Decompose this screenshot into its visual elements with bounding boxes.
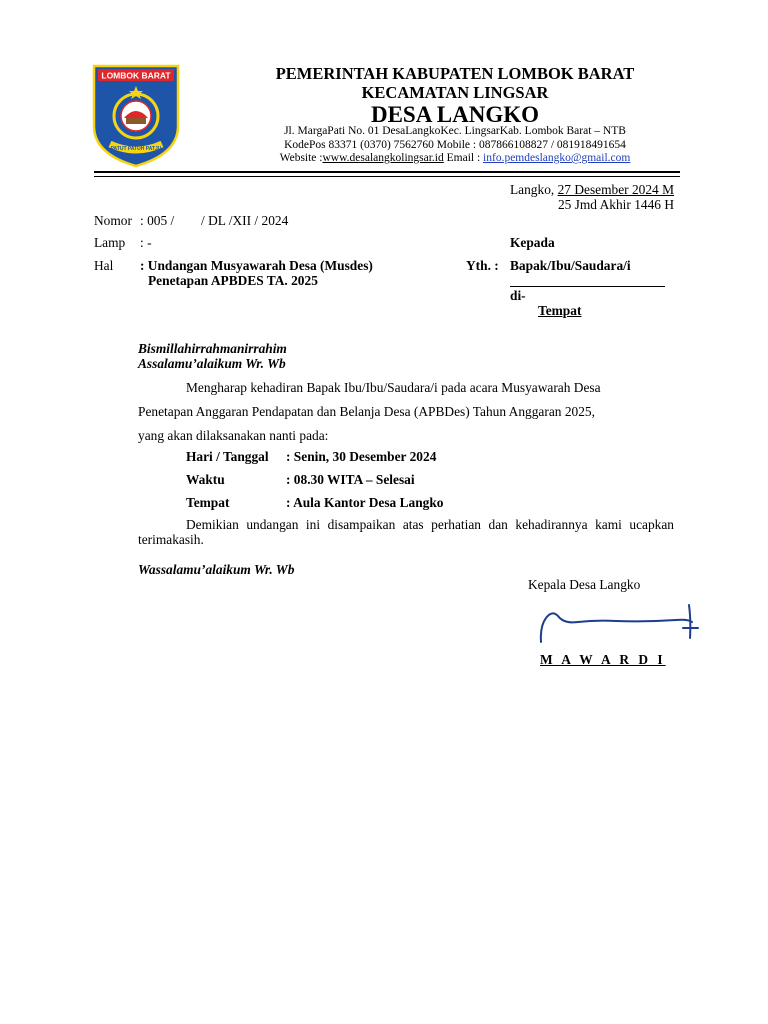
nomor-value: : 005 / / DL /XII / 2024 (140, 213, 289, 228)
logo-motto: PATUT PATUH PATJU (110, 146, 162, 152)
hal-label: Hal (94, 258, 114, 273)
detail-value-tempat: : Aula Kantor Desa Langko (286, 495, 444, 510)
opening-salam: Assalamu’alaikum Wr. Wb (138, 356, 286, 371)
date-gregorian: 27 Desember 2024 M (557, 182, 674, 197)
detail-label-waktu: Waktu (186, 472, 225, 487)
handwritten-signature (536, 600, 700, 648)
detail-value-waktu: : 08.30 WITA – Selesai (286, 472, 415, 487)
kepada-label: Kepada (510, 235, 555, 250)
date-place: Langko, (509, 182, 558, 197)
recipient-underline (510, 286, 665, 287)
date-hijri: 25 Jmd Akhir 1446 H (557, 197, 674, 212)
lombok-barat-logo (92, 64, 180, 168)
body-line-3: yang akan dilaksanakan nanti pada: (138, 428, 329, 443)
hal-line2: Penetapan APBDES TA. 2025 (148, 273, 318, 288)
body-line-1: Mengharap kehadiran Bapak Ibu/Ibu/Saudara/i pada acara Musyawarah Desa (186, 380, 601, 395)
tempat-label: Tempat (538, 303, 582, 318)
lamp-value: : - (140, 235, 152, 250)
kop-web-line (230, 152, 680, 164)
email-link[interactable]: info.pemdeslangko@gmail.com (483, 152, 631, 164)
di-label: di- (510, 288, 526, 303)
hal-line1: : Undangan Musyawarah Desa (Musdes) (140, 258, 373, 273)
yth-label: Yth. : (466, 258, 499, 273)
email-prefix: Email : (443, 152, 484, 164)
letterhead-rule-thick (94, 171, 680, 173)
closing-paragraph: Demikian undangan ini disampaikan atas perhatian dan kehadirannya kami ucapkan terimakasih. (138, 517, 674, 547)
letterhead-rule-thin (94, 176, 680, 177)
kop-contact: KodePos 83371 (0370) 7562760 Mobile : 087866108827 / 081918491654 (284, 139, 626, 151)
website-prefix: Website : (279, 152, 323, 164)
logo-label: LOMBOK BARAT (101, 70, 171, 81)
kop-village: DESA LANGKO (370, 102, 540, 127)
body-line-2: Penetapan Anggaran Pendapatan dan Belanja Desa (APBDes) Tahun Anggaran 2025, (138, 404, 595, 419)
kop-district: KECAMATAN LINGSAR (361, 83, 549, 102)
signatory-title: Kepala Desa Langko (528, 577, 641, 592)
kop-government: PEMERINTAH KABUPATEN LOMBOK BARAT (275, 64, 635, 83)
closing-salam: Wassalamu’alaikum Wr. Wb (138, 562, 295, 577)
nomor-label: Nomor (94, 213, 132, 228)
detail-value-hari: : Senin, 30 Desember 2024 (286, 449, 437, 464)
signatory-name: M A W A R D I (540, 652, 666, 667)
detail-label-tempat: Tempat (186, 495, 230, 510)
kop-address: Jl. MargaPati No. 01 DesaLangkoKec. LingsarKab. Lombok Barat – NTB (284, 125, 626, 137)
detail-label-hari: Hari / Tanggal (186, 449, 269, 464)
lamp-label: Lamp (94, 235, 126, 250)
website-link[interactable]: www.desalangkolingsar.id (322, 152, 444, 164)
bismillah: Bismillahirrahmanirrahim (138, 341, 287, 356)
recipient-name: Bapak/Ibu/Saudara/i (510, 258, 631, 273)
letter-date (510, 182, 674, 198)
